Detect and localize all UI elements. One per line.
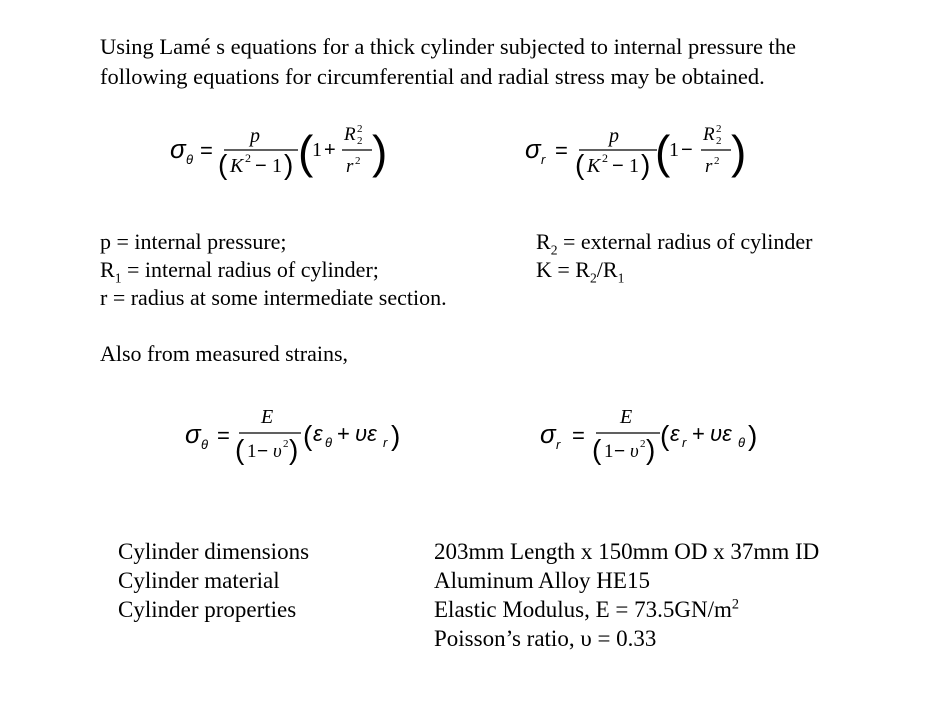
spec-value-poisson: Poisson’s ratio, υ = 0.33 xyxy=(434,626,657,651)
svg-text:1: 1 xyxy=(604,441,614,462)
definition-r: r = radius at some intermediate section. xyxy=(100,285,447,310)
svg-text:): ) xyxy=(289,434,299,465)
svg-text:2: 2 xyxy=(640,438,646,450)
svg-text:r: r xyxy=(556,437,561,452)
svg-text:(: ( xyxy=(303,420,313,451)
svg-text:2: 2 xyxy=(716,123,722,135)
svg-text:2: 2 xyxy=(714,155,720,167)
svg-text:(: ( xyxy=(655,126,671,178)
svg-text:): ) xyxy=(646,434,656,465)
svg-text:1: 1 xyxy=(247,441,257,462)
svg-text:): ) xyxy=(391,420,401,451)
svg-text:): ) xyxy=(641,149,651,180)
svg-text:R: R xyxy=(344,124,356,145)
svg-text:K: K xyxy=(587,155,601,177)
svg-text:υε: υε xyxy=(355,421,377,446)
svg-text:r: r xyxy=(705,156,713,177)
svg-text:): ) xyxy=(372,126,388,178)
svg-text:2: 2 xyxy=(283,438,289,450)
svg-text:E: E xyxy=(620,406,633,428)
svg-text:(: ( xyxy=(298,126,314,178)
svg-text:θ: θ xyxy=(186,152,194,167)
definitions-left xyxy=(100,228,447,312)
svg-text:2: 2 xyxy=(357,135,363,147)
svg-text:1: 1 xyxy=(629,155,639,177)
svg-text:1: 1 xyxy=(669,139,679,161)
svg-text:=: = xyxy=(572,423,585,448)
svg-text:2: 2 xyxy=(602,151,608,165)
svg-text:−: − xyxy=(612,155,624,177)
svg-text:σ: σ xyxy=(185,419,201,449)
definition-r1: $R_1$ = internal radius of cylinder; xyxy=(100,257,379,286)
lame-radial-stress-equation xyxy=(515,112,775,192)
svg-text:1: 1 xyxy=(272,155,282,177)
spec-label-properties: Cylinder properties xyxy=(118,597,297,622)
svg-text:=: = xyxy=(555,138,568,163)
svg-text:(: ( xyxy=(592,434,602,465)
svg-text:ε: ε xyxy=(670,421,680,446)
svg-text:r: r xyxy=(383,435,388,450)
svg-text:=: = xyxy=(217,423,230,448)
svg-text:p: p xyxy=(250,125,260,147)
spec-labels xyxy=(118,537,309,624)
svg-text:+: + xyxy=(337,421,350,446)
definitions-right xyxy=(536,228,812,284)
svg-text:(: ( xyxy=(575,149,585,180)
svg-text:θ: θ xyxy=(738,435,746,450)
svg-text:σ: σ xyxy=(170,134,186,164)
svg-text:): ) xyxy=(284,149,294,180)
svg-text:θ: θ xyxy=(201,437,209,452)
definition-p: p = internal pressure; xyxy=(100,229,287,254)
svg-text:σ: σ xyxy=(525,134,541,164)
spec-value-material: Aluminum Alloy HE15 xyxy=(434,568,650,593)
spec-value-modulus: Elastic Modulus, $E = 73.5GN/m^2$ xyxy=(434,596,740,622)
svg-text:υε: υε xyxy=(710,421,732,446)
svg-text:+: + xyxy=(692,421,705,446)
svg-text:p: p xyxy=(609,125,619,147)
svg-text:1: 1 xyxy=(312,139,322,161)
svg-text:=: = xyxy=(200,138,213,163)
svg-text:K: K xyxy=(230,155,244,177)
svg-text:E: E xyxy=(261,406,274,428)
svg-text:2: 2 xyxy=(355,155,361,167)
radial-stress-from-strain-equation xyxy=(530,395,790,470)
svg-text:2: 2 xyxy=(357,123,363,135)
svg-text:−: − xyxy=(257,441,269,462)
intro-line-1: Using Lamé s equations for a thick cylinder subjected to internal pressure the xyxy=(100,34,797,59)
svg-text:σ: σ xyxy=(540,419,556,449)
svg-text:−: − xyxy=(614,441,626,462)
svg-text:(: ( xyxy=(660,420,670,451)
definition-k: $K = R_2/R_1$ xyxy=(536,257,625,286)
svg-text:−: − xyxy=(255,155,267,177)
svg-text:υ: υ xyxy=(273,441,282,462)
lame-hoop-stress-equation xyxy=(160,112,420,192)
svg-text:(: ( xyxy=(235,434,245,465)
hoop-stress-from-strain-equation xyxy=(175,395,435,470)
svg-text:): ) xyxy=(731,126,747,178)
intro-paragraph xyxy=(100,32,796,92)
strains-intro: Also from measured strains, xyxy=(100,341,349,366)
spec-label-material: Cylinder material xyxy=(118,568,280,593)
svg-text:): ) xyxy=(748,420,758,451)
spec-label-dimensions: Cylinder dimensions xyxy=(118,539,310,564)
svg-text:−: − xyxy=(681,139,693,161)
svg-text:(: ( xyxy=(218,149,228,180)
svg-text:ε: ε xyxy=(313,421,323,446)
svg-text:θ: θ xyxy=(325,435,333,450)
spec-value-dimensions: 203mm Length x 150mm OD x 37mm ID xyxy=(434,539,820,564)
definition-r2: $R_2$ = external radius of cylinder xyxy=(536,229,813,258)
svg-text:r: r xyxy=(682,435,687,450)
svg-text:2: 2 xyxy=(716,135,722,147)
spec-values xyxy=(434,537,819,653)
svg-text:r: r xyxy=(346,156,354,177)
intro-line-2: following equations for circumferential and radial stress may be obtained. xyxy=(100,64,765,89)
svg-text:R: R xyxy=(703,124,715,145)
svg-text:r: r xyxy=(541,152,546,167)
svg-text:+: + xyxy=(324,139,336,161)
svg-text:υ: υ xyxy=(630,441,639,462)
svg-text:2: 2 xyxy=(245,151,251,165)
